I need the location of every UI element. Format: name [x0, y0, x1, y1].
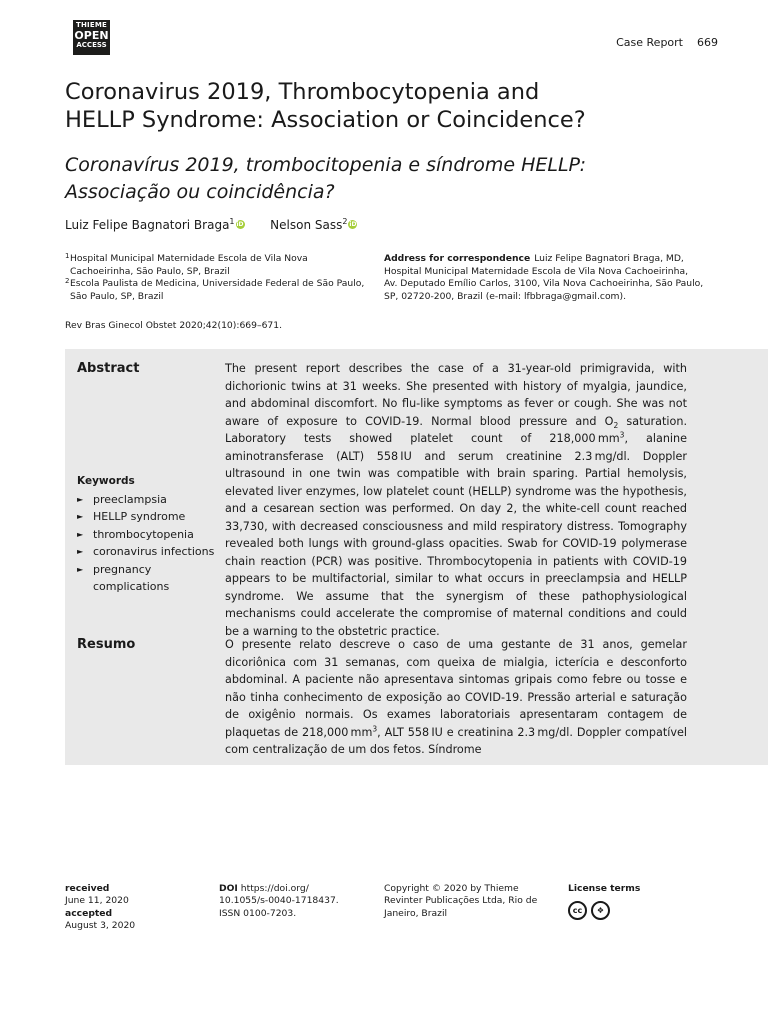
correspondence-label: Address for correspondence	[384, 253, 531, 264]
correspondence-address	[384, 253, 704, 303]
logo-line-2: OPEN	[74, 29, 109, 42]
orcid-icon[interactable]: iD	[349, 221, 357, 228]
article-title	[65, 78, 705, 134]
title-line-2: HELLP Syndrome: Association or Coincidence?	[65, 107, 586, 133]
affiliation-item	[65, 278, 370, 303]
received-label: received	[65, 883, 110, 894]
copyright-block: Copyright © 2020 by Thieme Revinter Publicações Ltda, Rio de Janeiro, Brazil	[384, 883, 538, 919]
affiliation-number: 2	[65, 277, 70, 285]
license-block	[568, 883, 668, 920]
logo-line-1: THIEME	[76, 21, 107, 29]
resumo-heading: Resumo	[77, 637, 136, 652]
issn: ISSN 0100-7203.	[219, 907, 297, 919]
section-label: Case Report	[616, 36, 683, 49]
accepted-label: accepted	[65, 907, 113, 919]
keyword-item[interactable]: ► thrombocytopenia	[77, 526, 217, 543]
running-header	[616, 36, 718, 49]
subtitle-line-2: Associação ou coincidência?	[65, 181, 335, 203]
keywords-heading: Keywords	[77, 475, 135, 487]
affiliation-item	[65, 253, 370, 278]
orcid-icon[interactable]: iD	[236, 221, 244, 228]
author-name[interactable]: Luiz Felipe Bagnatori Braga	[65, 218, 230, 232]
publisher-logo	[73, 20, 110, 55]
abstract-heading: Abstract	[77, 361, 140, 376]
doi-url[interactable]: https://doi.org/	[240, 883, 309, 894]
citation: Rev Bras Ginecol Obstet 2020;42(10):669–671.	[65, 320, 283, 331]
cc-icon[interactable]: cc	[568, 901, 587, 920]
page-number: 669	[697, 36, 718, 49]
title-line-1: Coronavirus 2019, Thrombocytopenia and	[65, 79, 540, 105]
logo-line-3: ACCESS	[76, 41, 107, 49]
accepted-date: August 3, 2020	[65, 919, 136, 931]
affiliation-text: Escola Paulista de Medicina, Universidade Federal de São Paulo, São Paulo, SP, Brazil	[70, 278, 365, 302]
keyword-item[interactable]: ► coronavirus infections	[77, 543, 217, 560]
subtitle-line-1: Coronavírus 2019, trombocitopenia e síndrome HELLP:	[65, 154, 587, 176]
affiliations	[65, 253, 370, 303]
doi-label: DOI	[219, 883, 238, 894]
author-affiliation-ref: 1	[229, 217, 235, 226]
author-name[interactable]: Nelson Sass	[270, 218, 343, 232]
keyword-item[interactable]: ► pregnancy complications	[77, 561, 217, 596]
author-affiliation-ref: 2	[342, 217, 348, 226]
correspondence-text: Luiz Felipe Bagnatori Braga, MD, Hospital Municipal Maternidade Escola de Vila Nova Cachoeirinha, Av. Deputado Emílio Carlos, 3100, Vila Nova Cachoeirinha, São Paulo, SP, 02720-200, Brazil (e-mail: lfbbraga@gmail.com).	[384, 253, 704, 302]
dates-block	[65, 883, 195, 932]
keywords-list	[77, 491, 217, 595]
affiliation-number: 1	[65, 252, 70, 260]
license-terms-link[interactable]: License terms	[568, 883, 641, 894]
author-list	[65, 217, 357, 232]
affiliation-text: Hospital Municipal Maternidade Escola de Vila Nova Cachoeirinha, São Paulo, SP, Brazil	[70, 253, 308, 277]
keyword-item[interactable]: ► preeclampsia	[77, 491, 217, 508]
doi-block	[219, 883, 369, 920]
abstract-body: The present report describes the case of a 31-year-old primigravida, with dichorionic twins at 31 weeks. She presented with history of myalgia, jaundice, and abdominal discomfort. No flu-like symptoms as fever or cough. She was not aware of exposure to COVID-19. Normal blood pressure and $O_2$ saturation. Laboratory tests showed platelet count of 218,000 $mm^3$, alanine aminotransferase (ALT) 558 IU and serum creatinine 2.3 mg/dl. Doppler ultrasound in one twin was compatible with brain sparing. Partial hemolysis, elevated liver enzymes, low platelet count (HELLP) syndrome was the hypothesis, and a cesarean section was performed. On day 2, the white-cell count reached 33,730, with decreased consciousness and mild respiratory distress. Tomography revealed both lungs with ground-glass opacities. Swab for COVID-19 polymerase chain reaction (PCR) was positive. Thrombocytopenia in patients with COVID-19 appears to be multifactorial, similar to what occurs in preeclampsia and HELLP syndrome. We assume that the synergism of these pathophysiological mechanisms could accelerate the compromise of maternal conditions and could be a warning to the obstetric practice.	[225, 362, 688, 638]
doi-id[interactable]: 10.1055/s-0040-1718437.	[219, 895, 339, 907]
article-subtitle	[65, 152, 705, 206]
received-date: June 11, 2020	[65, 895, 129, 907]
resumo-body: O presente relato descreve o caso de uma gestante de 31 anos, gemelar dicoriônica com 31 semanas, com queixa de mialgia, icterícia e desconforto abdominal. A paciente não apresentava sintomas gripais como febre ou tosse e não tinha conhecimento de exposição ao COVID-19. Pressão arterial e saturação de oxigênio normais. Os exames laboratoriais apresentaram contagem de plaquetas de 218,000 $mm^3$, ALT 558 IU e creatinina 2.3 mg/dl. Doppler compatível com centralização de um dos fetos. Síndrome	[225, 638, 687, 756]
attribution-icon[interactable]: ❖	[591, 901, 610, 920]
keyword-item[interactable]: ► HELLP syndrome	[77, 508, 217, 525]
